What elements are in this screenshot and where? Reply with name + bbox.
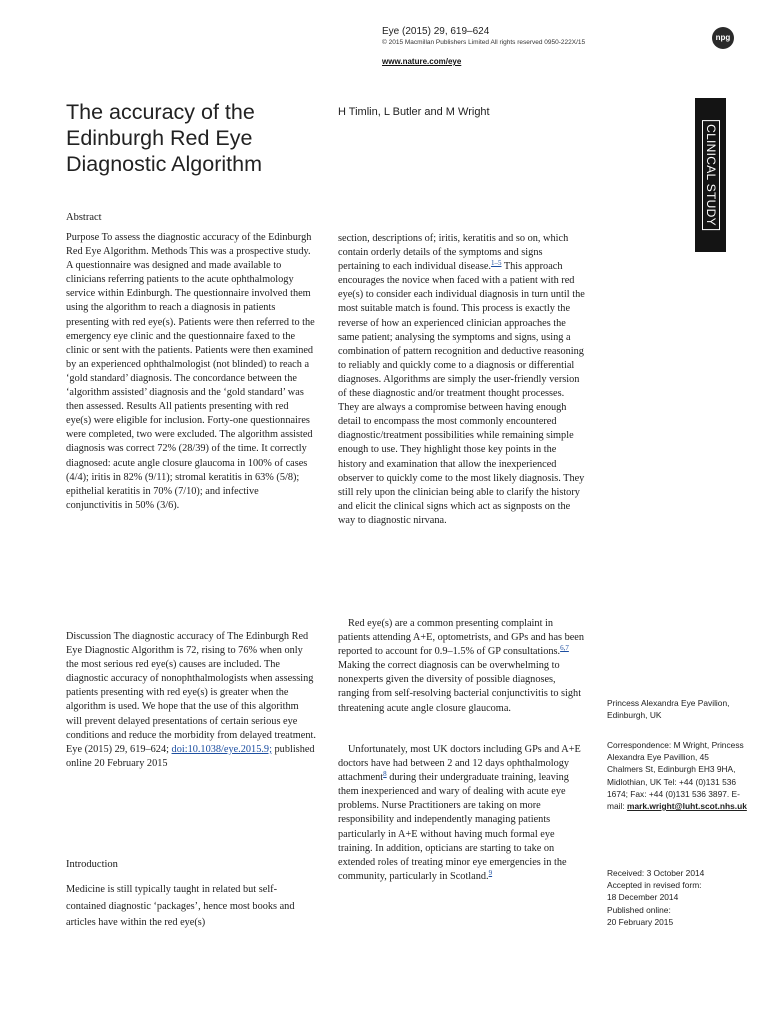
accepted-label: Accepted in revised form: bbox=[607, 880, 702, 891]
article-title: The accuracy of the Edinburgh Red Eye Diagnostic Algorithm bbox=[66, 100, 262, 176]
published-online: published online 20 February 2015 bbox=[66, 743, 315, 769]
abstract-purpose: Purpose To assess the diagnostic accuracy of the Edinburgh Red Eye Algorithm. Methods This was a prospective study. bbox=[66, 232, 312, 258]
npg-logo: npg bbox=[712, 27, 734, 49]
abstract-methods-results: A questionnaire was designed and made available to clinicians referring patients to the acute ophthalmology service within Edinburgh. The questionnaire involved them using the algorithm to reach a diagnosis in patients presenting with red eye(s). Patients were then referred to the emergency eye clinic and the questionnaire faxed to the clinic or sent with the patients. Patients were then examined by an experienced ophthalmologist (not blinded) to reach a ‘gold standard’ diagnosis. The concordance between the ‘algorithm assisted’ diagnosis and the ‘gold standard’ was then assessed. Results All patients presenting with red eye(s) were eligible for inclusion. Forty-one questionnaires were completed, two were excluded. The algorithm assisted diagnosis was correct 72% (28/39) of the time. It correctly diagnosed: acute angle closure glaucoma in 100% of cases (4/4); iritis in 82% (9/11); stromal keratitis in 63% (5/8); epithelial keratitis in 70% (7/10); and infective conjunctivitis in 50% (3/6). bbox=[66, 260, 315, 511]
journal-citation: Eye (2015) 29, 619–624 bbox=[382, 26, 490, 37]
journal-header bbox=[382, 26, 682, 69]
introduction-heading: Introduction bbox=[66, 859, 118, 870]
received-date: Received: 3 October 2014 bbox=[607, 868, 705, 878]
published-date: 20 February 2015 bbox=[607, 916, 674, 927]
abstract-body bbox=[66, 231, 316, 513]
citation-line: Eye (2015) 29, 619–624; bbox=[66, 743, 169, 755]
correspondence-email-link[interactable]: mark.wright@luht.scot.nhs.uk bbox=[627, 801, 747, 812]
article-dates bbox=[607, 867, 747, 928]
right-column-paragraph-1 bbox=[338, 232, 586, 528]
journal-url-link[interactable]: www.nature.com/eye bbox=[382, 57, 462, 66]
reference-link-8[interactable]: 8 bbox=[383, 770, 387, 779]
abstract-discussion bbox=[66, 630, 316, 771]
reference-link-1-5[interactable]: 1–5 bbox=[490, 259, 502, 268]
introduction-text: Medicine is still typically taught in related but self-contained diagnostic ‘packages’, hence most books and articles have within the red eye(s) bbox=[66, 884, 295, 928]
para2-text-b: Making the correct diagnosis can be overwhelming to nonexperts given the diversity of possible diagnoses, ranging from self-resolving bacterial conjunctivitis to sight threatening acute angle closure glaucoma. bbox=[338, 660, 582, 714]
para1-text-a: section, descriptions of; iritis, keratitis and so on, which contain orderly details of the symptoms and signs pertaining to each individual disease. bbox=[338, 233, 569, 273]
right-column-paragraph-2 bbox=[338, 617, 586, 716]
reference-link-9[interactable]: 9 bbox=[488, 868, 493, 877]
para3-text-a: Unfortunately, most UK doctors including GPs and A+E doctors have had between 2 and 12 days ophthalmology attachment bbox=[338, 744, 581, 784]
right-column-paragraph-3 bbox=[338, 743, 586, 884]
correspondence bbox=[607, 739, 747, 812]
para3-text-b: during their undergraduate training, leaving them inexperienced and wary of dealing with acute eye problems. Nurse Practitioners are taking on more responsibility and independently managing patients particularly in A+E without having much formal eye training. In addition, opticians are starting to take on extended roles of treating minor eye emergencies in the community, particularly in Scotland. bbox=[338, 772, 569, 882]
para2-text-a: Red eye(s) are a common presenting complaint in patients attending A+E, optometrists, and GPs and has been reported to account for 0.9–1.5% of GP consultations. bbox=[338, 618, 585, 658]
abstract-heading: Abstract bbox=[66, 212, 102, 223]
affiliation: Princess Alexandra Eye Pavilion, Edinburgh, UK bbox=[607, 698, 730, 721]
article-authors: H Timlin, L Butler and M Wright bbox=[338, 106, 490, 118]
accepted-date: 18 December 2014 bbox=[607, 892, 679, 903]
journal-copyright: © 2015 Macmillan Publishers Limited All rights reserved 0950-222X/15 bbox=[382, 39, 586, 46]
clinical-study-tab bbox=[695, 98, 726, 252]
clinical-study-label: CLINICAL STUDY bbox=[702, 120, 720, 230]
published-label: Published online: bbox=[607, 904, 671, 915]
discussion-text: Discussion The diagnostic accuracy of The Edinburgh Red Eye Diagnostic Algorithm is 72, rising to 76% when only the most serious red eye(s) causes are included. The diagnostic accuracy of nonophthalmologists when assessing patients presenting with red eye(s) is greater when the algorithm is used. We hope that the use of this algorithm will prevent delayed presentations of certain serious eye conditions and reduce the morbidity from delayed treatment. bbox=[66, 631, 316, 741]
reference-link-6-7[interactable]: 6,7 bbox=[560, 644, 569, 653]
correspondence-text: Correspondence: M Wright, Princess Alexandra Eye Pavillion, 45 Chalmers St, Edinburgh EH3 9HA, Midlothian, UK Tel: +44 (0)131 536 1674; Fax: +44 (0)131 536 3897. E-mail: bbox=[607, 740, 744, 812]
doi-link[interactable]: doi:10.1038/eye.2015.9; bbox=[171, 743, 272, 755]
para1-text-b: This approach encourages the novice when faced with a patient with red eye(s) to consider each individual diagnosis in turn until the most suitable match is found. This process is exactly the reverse of how an experienced clinician approaches the same patient; analysing the symptoms and signs, using a combination of pattern recognition and deductive reasoning to reliably and quickly come to a diagnosis or differential diagnoses. Algorithms are simply the user-friendly version of these diagnostic and/or treatment thought processes. They are always a compromise between having enough detail to encompass the most commonly encountered diagnostic/treatment possibilities while remaining simple enough to use. They highlight those key points in the history and examination that allow the inexperienced observer to quickly come to the most likely diagnosis. They still rely upon the clinician being able to clarify the history and elicit the clinical signs which act as signposts on the way to diagnostic nirvana. bbox=[338, 261, 585, 526]
